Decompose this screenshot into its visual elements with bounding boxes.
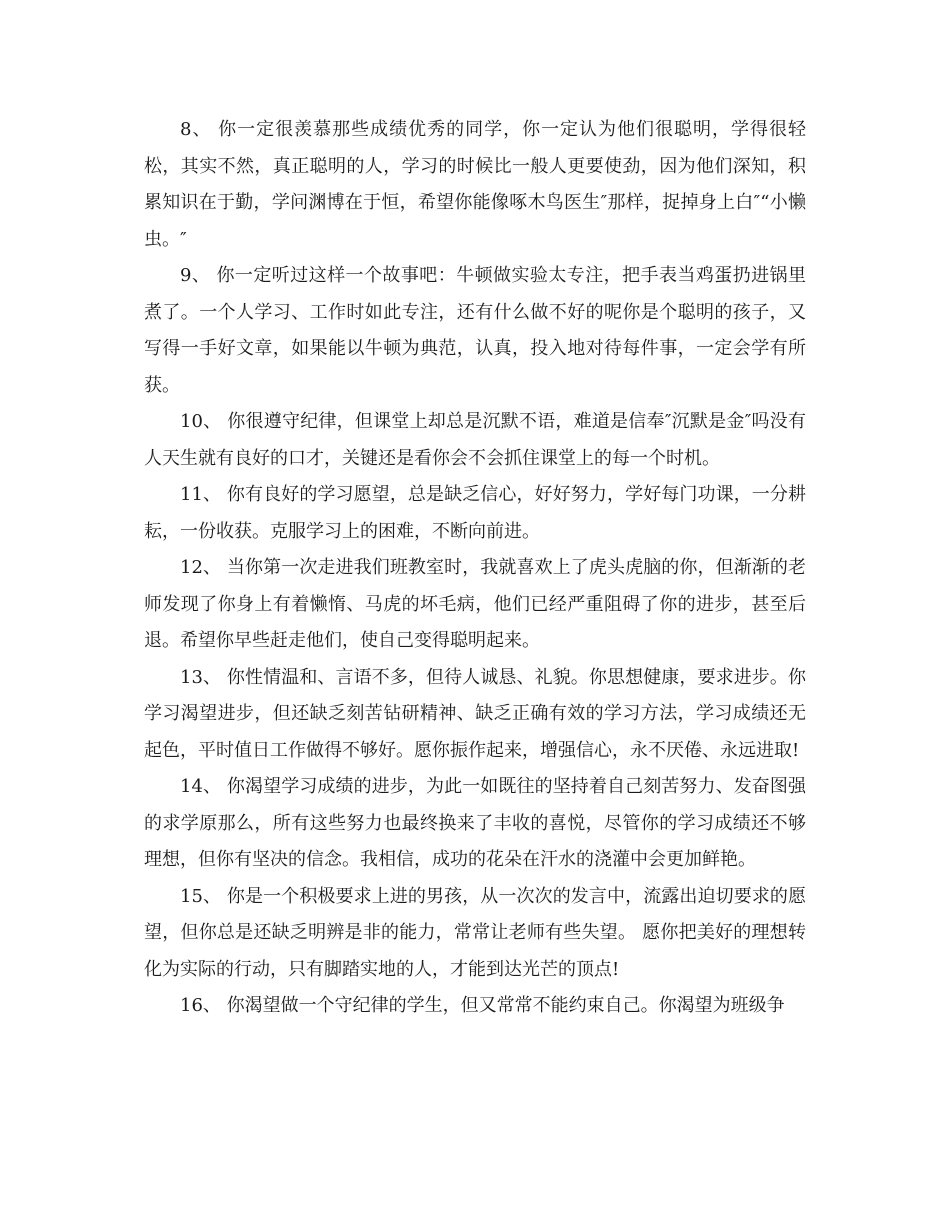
comment-paragraph-15: 15、 你是一个积极要求上进的男孩，从一次次的发言中，流露出迫切要求的愿望，但你总是还缺乏明辨是非的能力，常常让老师有些失望。 愿你把美好的理想转化为实际的行动，只有脚踏实地的人，才能到达光芒的顶点! <box>144 885 806 980</box>
comment-paragraph-9: 9、 你一定听过这样一个故事吧：牛顿做实验太专注，把手表当鸡蛋扔进锅里煮了。一个人学习、工作时如此专注，还有什么做不好的呢你是个聪明的孩子，又写得一手好文章，如果能以牛顿为典范，认真，投入地对待每件事，一定会学有所获。 <box>144 265 806 396</box>
comment-paragraph-14: 14、 你渴望学习成绩的进步，为此一如既往的坚持着自己刻苦努力、发奋图强的求学原那么，所有这些努力也最终换来了丰收的喜悦，尽管你的学习成绩还不够理想，但你有坚决的信念。我相信，成功的花朵在汗水的浇灌中会更加鲜艳。 <box>144 776 806 870</box>
comment-paragraph-16: 16、 你渴望做一个守纪律的学生，但又常常不能约束自己。你渴望为班级争 <box>180 995 785 1016</box>
comment-paragraph-11: 11、 你有良好的学习愿望，总是缺乏信心，好好努力，学好每门功课，一分耕耘，一份收获。克服学习上的困难，不断向前进。 <box>144 484 806 542</box>
comment-paragraph-12: 12、 当你第一次走进我们班教室时，我就喜欢上了虎头虎脑的你，但渐渐的老师发现了你身上有着懒惰、马虎的坏毛病，他们已经严重阻碍了你的进步，甚至后退。希望你早些赶走他们，使自己变得聪明起来。 <box>144 557 806 651</box>
document-body <box>144 112 806 1025</box>
comment-paragraph-13: 13、 你性情温和、言语不多，但待人诚恳、礼貌。你思想健康，要求进步。你学习渴望进步，但还缺乏刻苦钻研精神、缺乏正确有效的学习方法，学习成绩还无起色，平时值日工作做得不够好。愿你振作起来，增强信心，永不厌倦、永远进取! <box>144 666 806 761</box>
comment-paragraph-8: 8、 你一定很羡慕那些成绩优秀的同学，你一定认为他们很聪明，学得很轻松，其实不然，真正聪明的人，学习的时候比一般人更要使劲，因为他们深知，积累知识在于勤，学问渊博在于恒，希望你能像啄木鸟医生″那样，捉掉身上白″“小懒虫。″ <box>144 119 806 250</box>
comment-paragraph-10: 10、 你很遵守纪律，但课堂上却总是沉默不语，难道是信奉″沉默是金″吗没有人天生就有良好的口才，关键还是看你会不会抓住课堂上的每一个时机。 <box>144 411 806 469</box>
